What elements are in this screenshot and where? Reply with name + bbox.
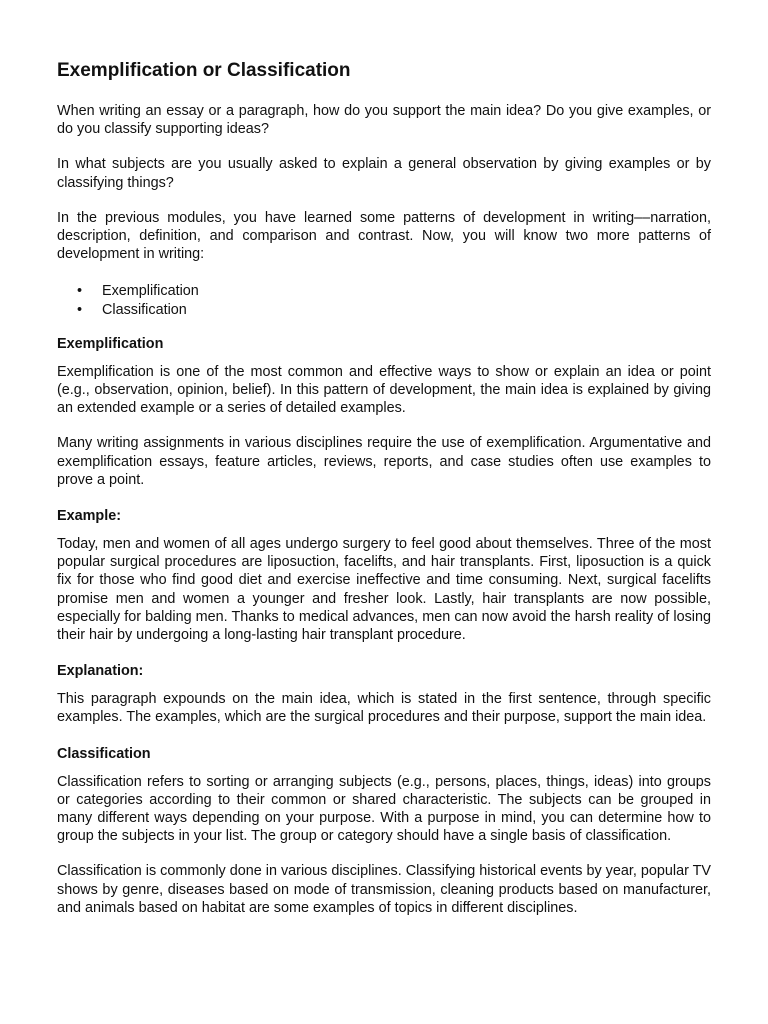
list-item xyxy=(77,301,711,319)
classification-paragraph-1: Classification refers to sorting or arranging subjects (e.g., persons, places, things, ideas) into groups or categories according to their common or shared characteristic. The subjects can be grouped in many different ways depending on your purpose. With a purpose in mind, you can determine how to group the subjects in your list. The group or category should have a single basis of classification. xyxy=(57,773,711,845)
classification-paragraph-2: Classification is commonly done in various disciplines. Classifying historical events by year, popular TV shows by genre, diseases based on mode of transmission, cleaning products based on manufacturer, and animals based on habitat are some examples of topics in different disciplines. xyxy=(57,863,712,916)
example-paragraph: Today, men and women of all ages undergo surgery to feel good about themselves. Three of the most popular surgical procedures are liposuction, facelifts, and hair transplants. First, liposuction is a quick fix for those who find good diet and exercise ineffective and time consuming. Next, surgical facelifts promise men and women a younger and fresher look. Lastly, hair transplants are now possible, especially for balding men. Thanks to medical advances, men can now avoid the harsh reality of losing their hair by undergoing a long-lasting hair transplant procedure. xyxy=(57,536,711,644)
patterns-list xyxy=(57,282,711,318)
list-item xyxy=(77,282,711,300)
classification-heading: Classification xyxy=(57,745,151,762)
explanation-heading: Explanation: xyxy=(57,663,144,680)
bullet-icon: • xyxy=(77,283,83,300)
bullet-icon: • xyxy=(77,301,83,318)
explanation-paragraph: This paragraph expounds on the main idea, which is stated in the first sentence, through specific examples. The examples, which are the surgical procedures and their purpose, support the main idea. xyxy=(57,691,711,726)
intro-paragraph-2: In what subjects are you usually asked to explain a general observation by giving examples or by classifying things? xyxy=(57,156,711,191)
list-item-label: Classification xyxy=(102,301,187,318)
exemplification-paragraph-1: Exemplification is one of the most common and effective ways to show or explain an idea or point (e.g., observation, opinion, belief). In this pattern of development, the main idea is explained by giving an extended example or a series of detailed examples. xyxy=(57,363,711,417)
list-item-label: Exemplification xyxy=(102,283,199,300)
intro-paragraph-3: In the previous modules, you have learned some patterns of development in writing––narration, description, definition, and comparison and contrast. Now, you will know two more patterns of development in writing: xyxy=(57,209,711,263)
page-title: Exemplification or Classification xyxy=(57,60,351,81)
example-heading: Example: xyxy=(57,508,121,525)
exemplification-heading: Exemplification xyxy=(57,335,164,352)
exemplification-paragraph-2: Many writing assignments in various disciplines require the use of exemplification. Argumentative and exemplification essays, feature articles, reviews, reports, and case studies often use examples to prove a point. xyxy=(57,435,711,488)
intro-paragraph-1: When writing an essay or a paragraph, how do you support the main idea? Do you give examples, or do you classify supporting ideas? xyxy=(57,103,711,138)
